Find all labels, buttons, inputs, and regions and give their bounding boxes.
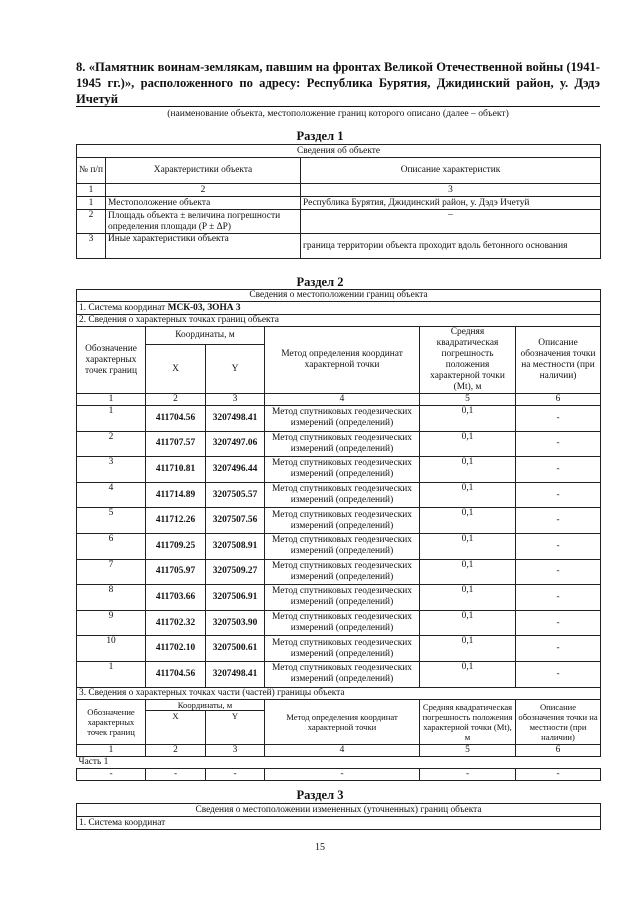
part-3-label: 3. Сведения о характерных точках части (частей) границы объекта: [77, 687, 601, 699]
point-y: 3207496.44: [206, 457, 265, 483]
column-number: 2: [106, 184, 301, 197]
point-id: 3: [77, 457, 146, 483]
point-error: 0,1: [420, 559, 516, 585]
point-id: 1: [77, 661, 146, 687]
part-header-x: X: [146, 710, 206, 744]
header-characteristic: Характеристики объекта: [106, 158, 301, 184]
characteristic-value: Республика Бурятия, Джидинский район, у. Дэдэ Ичетуй: [301, 197, 601, 210]
point-x: 411707.57: [146, 431, 206, 457]
point-id: 1: [77, 406, 146, 432]
point-id: 8: [77, 585, 146, 611]
point-y: 3207506.91: [206, 585, 265, 611]
column-number: 1: [77, 744, 146, 756]
characteristic-name: Иные характеристики объекта: [106, 234, 301, 259]
point-description: -: [516, 610, 601, 636]
part-header-designation: Обозначение характерных точек границ: [77, 699, 146, 744]
table-row: [77, 768, 601, 780]
point-method: Метод спутниковых геодезических измерений (определений): [265, 610, 420, 636]
part-header-method: Метод определения координат характерной точки: [265, 699, 420, 744]
section-1-table-title: Сведения об объекте: [77, 145, 601, 158]
point-y: 3207498.41: [206, 661, 265, 687]
table-row: [77, 585, 601, 611]
header-method: Метод определения координат характерной точки: [265, 327, 420, 394]
point-description: -: [516, 636, 601, 662]
point-error: 0,1: [420, 457, 516, 483]
part-header-y: Y: [206, 710, 265, 744]
point-x: 411705.97: [146, 559, 206, 585]
coordinate-system-label: 1. Система координат: [79, 302, 166, 313]
column-number: 4: [265, 394, 420, 406]
point-y: 3207509.27: [206, 559, 265, 585]
table-row: [77, 210, 601, 234]
point-y: 3207498.41: [206, 406, 265, 432]
point-description: -: [516, 457, 601, 483]
header-coordinates: Координаты, м: [146, 327, 265, 345]
point-y: 3207503.90: [206, 610, 265, 636]
column-number: 1: [77, 394, 146, 406]
point-y: 3207505.57: [206, 482, 265, 508]
point-y: 3207507.56: [206, 508, 265, 534]
header-y: Y: [206, 345, 265, 394]
table-row: [77, 610, 601, 636]
point-x: 411710.81: [146, 457, 206, 483]
table-row: [77, 533, 601, 559]
section-2-table: [76, 289, 601, 781]
point-method: Метод спутниковых геодезических измерений (определений): [265, 431, 420, 457]
column-number: 6: [516, 394, 601, 406]
table-row: [77, 508, 601, 534]
page-number: 15: [315, 842, 325, 853]
table-row: [77, 636, 601, 662]
point-error: 0,1: [420, 431, 516, 457]
table-row: [77, 482, 601, 508]
point-error: 0,1: [420, 508, 516, 534]
point-method: Метод спутниковых геодезических измерений (определений): [265, 508, 420, 534]
column-number: 6: [516, 744, 601, 756]
characteristic-value: –: [301, 210, 601, 234]
section-3-table: [76, 803, 601, 830]
table-row: [77, 559, 601, 585]
part-header-coordinates: Координаты, м: [146, 699, 265, 710]
table-row: [77, 457, 601, 483]
column-number: 3: [301, 184, 601, 197]
point-description: -: [516, 431, 601, 457]
section-3-table-title: Сведения о местоположении измененных (уточненных) границ объекта: [77, 804, 601, 817]
column-number: 3: [206, 394, 265, 406]
coordinate-system: [77, 302, 601, 315]
point-id: 4: [77, 482, 146, 508]
section-1-table: [76, 144, 601, 259]
header-point-description: Описание обозначения точки на местности (при наличии): [516, 327, 601, 394]
table-row: [77, 431, 601, 457]
point-description: -: [516, 533, 601, 559]
coordinate-system: 1. Система координат: [77, 817, 601, 830]
coordinate-system-value: МСК-03, ЗОНА 3: [167, 302, 241, 313]
table-row: [77, 661, 601, 687]
point-error: 0,1: [420, 610, 516, 636]
point-description: -: [516, 406, 601, 432]
point-y: 3207497.06: [206, 431, 265, 457]
part-cell: -: [146, 768, 206, 780]
header-number: № п/п: [77, 158, 106, 184]
part-cell: -: [206, 768, 265, 780]
part-2-label: 2. Сведения о характерных точках границ объекта: [77, 315, 601, 327]
section-2-table-title: Сведения о местоположении границ объекта: [77, 290, 601, 302]
point-x: 411704.56: [146, 406, 206, 432]
points-list: [77, 406, 601, 688]
point-x: 411709.25: [146, 533, 206, 559]
section-3-title: Раздел 3: [296, 788, 344, 802]
point-description: -: [516, 661, 601, 687]
point-id: 9: [77, 610, 146, 636]
point-method: Метод спутниковых геодезических измерений (определений): [265, 406, 420, 432]
point-id: 10: [77, 636, 146, 662]
part-header-point-description: Описание обозначения точки на местности (при наличии): [516, 699, 601, 744]
point-error: 0,1: [420, 585, 516, 611]
point-error: 0,1: [420, 482, 516, 508]
point-x: 411704.56: [146, 661, 206, 687]
row-number: 1: [77, 197, 106, 210]
point-method: Метод спутниковых геодезических измерений (определений): [265, 636, 420, 662]
point-y: 3207500.61: [206, 636, 265, 662]
characteristic-name: Площадь объекта ± величина погрешности определения площади (P ± ΔP): [106, 210, 301, 234]
column-number: 5: [420, 744, 516, 756]
header-designation: Обозначение характерных точек границ: [77, 327, 146, 394]
section-2-title: Раздел 2: [296, 275, 344, 289]
part-label: Часть 1: [77, 756, 601, 768]
row-number: 2: [77, 210, 106, 234]
table-row: [77, 234, 601, 259]
column-number: 1: [77, 184, 106, 197]
point-x: 411702.32: [146, 610, 206, 636]
point-y: 3207508.91: [206, 533, 265, 559]
point-error: 0,1: [420, 533, 516, 559]
part-cell: -: [420, 768, 516, 780]
point-description: -: [516, 559, 601, 585]
point-description: -: [516, 508, 601, 534]
column-number: 2: [146, 394, 206, 406]
part-header-error: Средняя квадратическая погрешность положения характерной точки (Mt), м: [420, 699, 516, 744]
header-description: Описание характеристик: [301, 158, 601, 184]
point-id: 6: [77, 533, 146, 559]
point-id: 2: [77, 431, 146, 457]
part-cell: -: [77, 768, 146, 780]
point-method: Метод спутниковых геодезических измерений (определений): [265, 661, 420, 687]
part-cell: -: [265, 768, 420, 780]
object-caption: (наименование объекта, местоположение границ которого описано (далее – объект): [76, 106, 600, 119]
point-error: 0,1: [420, 636, 516, 662]
point-description: -: [516, 482, 601, 508]
row-number: 3: [77, 234, 106, 259]
column-number: 5: [420, 394, 516, 406]
point-method: Метод спутниковых геодезических измерений (определений): [265, 482, 420, 508]
column-number: 2: [146, 744, 206, 756]
point-method: Метод спутниковых геодезических измерений (определений): [265, 533, 420, 559]
table-row: [77, 406, 601, 432]
point-error: 0,1: [420, 406, 516, 432]
point-description: -: [516, 585, 601, 611]
point-x: 411712.26: [146, 508, 206, 534]
column-number: 3: [206, 744, 265, 756]
object-heading: 8. «Памятник воинам-землякам, павшим на фронтах Великой Отечественной войны (1941-1945 гг.)», расположенного по адресу: Республика Бурятия, Джидинский район, у. Дэдэ Ичетуй: [76, 60, 600, 106]
header-x: X: [146, 345, 206, 394]
point-id: 7: [77, 559, 146, 585]
point-method: Метод спутниковых геодезических измерений (определений): [265, 559, 420, 585]
characteristic-name: Местоположение объекта: [106, 197, 301, 210]
point-method: Метод спутниковых геодезических измерений (определений): [265, 585, 420, 611]
point-method: Метод спутниковых геодезических измерений (определений): [265, 457, 420, 483]
point-x: 411703.66: [146, 585, 206, 611]
point-error: 0,1: [420, 661, 516, 687]
section-1-title: Раздел 1: [296, 129, 344, 143]
table-row: [77, 197, 601, 210]
header-error: Средняя квадратическая погрешность положения характерной точки (Mt), м: [420, 327, 516, 394]
part-cell: -: [516, 768, 601, 780]
column-number: 4: [265, 744, 420, 756]
point-x: 411702.10: [146, 636, 206, 662]
characteristic-value: граница территории объекта проходит вдоль бетонного основания: [301, 234, 601, 259]
point-id: 5: [77, 508, 146, 534]
point-x: 411714.89: [146, 482, 206, 508]
